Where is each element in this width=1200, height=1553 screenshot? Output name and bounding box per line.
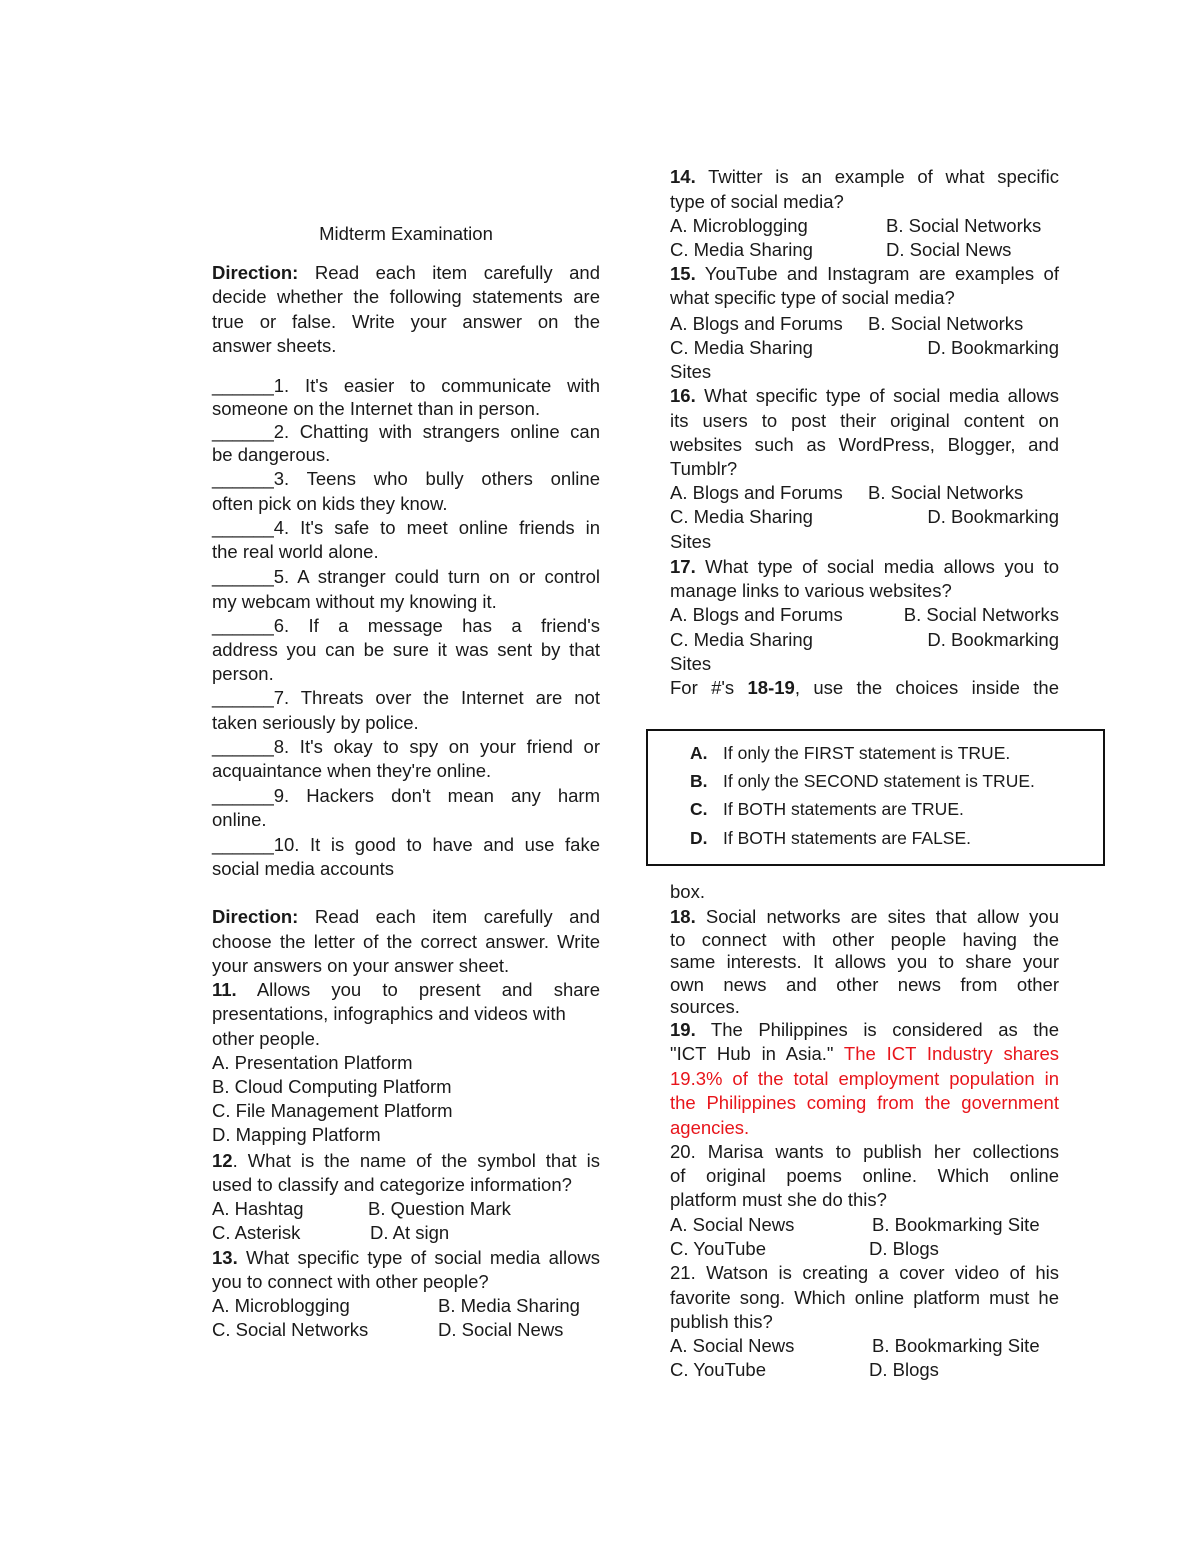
q20-line: 20. Marisa wants to publish her collections [670, 1141, 1059, 1162]
tf-item-3: often pick on kids they know. [212, 493, 448, 514]
q12-options-row: C. Asterisk D. At sign [212, 1222, 450, 1243]
q12-line: 12. What is the name of the symbol that is [212, 1150, 600, 1171]
q13-options-row: C. Social Networks D. Social News [212, 1319, 564, 1340]
q21-line: 21. Watson is creating a cover video of his [670, 1262, 1059, 1283]
q21-line: favorite song. Which online platform must he [670, 1287, 1059, 1308]
page-title: Midterm Examination [319, 223, 493, 244]
q21-options-row: A. Social News B. Bookmarking Site [670, 1335, 1040, 1356]
q19-line: "ICT Hub in Asia." The ICT Industry shares [670, 1043, 1059, 1064]
tf-item-6: ______6. If a message has a friend's [212, 615, 600, 636]
q11-line: 11. Allows you to present and share [212, 979, 600, 1000]
tf-item-10: ______10. It is good to have and use fake [212, 834, 600, 855]
q15-option: Sites [670, 361, 712, 382]
q11-option: C. File Management Platform [212, 1100, 453, 1121]
tf-item-8: ______8. It's okay to spy on your friend or [212, 736, 600, 757]
tf-item-7: ______7. Threats over the Internet are not [212, 687, 600, 708]
q15-options-row: A. Blogs and Forums B. Social Networks [670, 313, 1024, 334]
tf-item-4: the real world alone. [212, 541, 379, 562]
q16-options-row: A. Blogs and Forums B. Social Networks [670, 482, 1024, 503]
tf-item-5: my webcam without my knowing it. [212, 591, 497, 612]
q19-red-line: the Philippines coming from the government [670, 1092, 1059, 1113]
q13-options-row: A. Microblogging B. Media Sharing [212, 1295, 580, 1316]
q18-19-intro-end: box. [670, 881, 705, 902]
q17-line: manage links to various websites? [670, 580, 952, 601]
direction-2-line: Direction: Read each item carefully and [212, 906, 601, 927]
box-choice-d: D. If BOTH statements are FALSE. [690, 828, 972, 848]
tf-item-5: ______5. A stranger could turn on or control [212, 566, 600, 587]
tf-item-2: ______2. Chatting with strangers online can [212, 421, 600, 442]
q14-options-row: C. Media Sharing D. Social News [670, 239, 1012, 260]
q17-line: 17. What type of social media allows you to [670, 556, 1059, 577]
q16-options-row: C. Media Sharing D. Bookmarking [670, 506, 1059, 527]
q16-option: Sites [670, 531, 712, 552]
q20-options-row: A. Social News B. Bookmarking Site [670, 1214, 1040, 1235]
q17-options-row: A. Blogs and Forums B. Social Networks [670, 604, 1059, 625]
q13-line: you to connect with other people? [212, 1271, 489, 1292]
q16-line: 16. What specific type of social media allows [670, 385, 1059, 406]
direction-1-line: decide whether the following statements are [212, 286, 600, 307]
choices-box [646, 729, 1105, 866]
tf-item-1: ______1. It's easier to communicate with [212, 375, 600, 396]
q15-options-row: C. Media Sharing D. Bookmarking [670, 337, 1059, 358]
direction-label: Direction: [212, 906, 299, 927]
direction-2-line: your answers on your answer sheet. [212, 955, 510, 976]
q19-red-line: 19.3% of the total employment population in [670, 1068, 1059, 1089]
tf-item-6: person. [212, 663, 274, 684]
direction-1-line: Direction: Read each item carefully and [212, 262, 601, 283]
q20-options-row: C. YouTube D. Blogs [670, 1238, 939, 1259]
q21-options-row: C. YouTube D. Blogs [670, 1359, 939, 1380]
q20-line: platform must she do this? [670, 1189, 887, 1210]
q19-red-line: agencies. [670, 1117, 750, 1138]
tf-item-2: be dangerous. [212, 444, 331, 465]
q18-line: same interests. It allows you to share your [670, 951, 1059, 972]
q19-line: 19. The Philippines is considered as the [670, 1019, 1060, 1040]
direction-label: Direction: [212, 262, 299, 283]
q20-line: of original poems online. Which online [670, 1165, 1059, 1186]
tf-item-10: social media accounts [212, 858, 395, 879]
q16-line: Tumblr? [670, 458, 738, 479]
box-choice-c: C. If BOTH statements are TRUE. [690, 799, 964, 819]
q12-line: used to classify and categorize information? [212, 1174, 572, 1195]
q11-line: presentations, infographics and videos with [212, 1003, 566, 1024]
q15-line: what specific type of social media? [670, 287, 955, 308]
q16-line: websites such as WordPress, Blogger, and [670, 434, 1059, 455]
q11-option: B. Cloud Computing Platform [212, 1076, 452, 1097]
direction-1-line: true or false. Write your answer on the [212, 311, 600, 332]
direction-1-line: answer sheets. [212, 335, 337, 356]
q11-option: D. Mapping Platform [212, 1124, 381, 1145]
q18-line: 18. Social networks are sites that allow you [670, 906, 1060, 927]
tf-item-4: ______4. It's safe to meet online friends in [212, 517, 600, 538]
tf-item-9: online. [212, 809, 267, 830]
box-choice-a: A. If only the FIRST statement is TRUE. [690, 743, 1011, 763]
q12-options-row: A. Hashtag B. Question Mark [212, 1198, 511, 1219]
q18-line: own news and other news from other [670, 974, 1059, 995]
q14-line: type of social media? [670, 191, 844, 212]
box-choice-b: B. If only the SECOND statement is TRUE. [690, 771, 1035, 791]
tf-item-3: ______3. Teens who bully others online [212, 468, 600, 489]
q18-line: to connect with other people having the [670, 929, 1059, 950]
q17-option: Sites [670, 653, 712, 674]
tf-item-8: acquaintance when they're online. [212, 760, 492, 781]
q16-line: its users to post their original content on [670, 410, 1059, 431]
q17-options-row: C. Media Sharing D. Bookmarking [670, 629, 1059, 650]
q18-19-intro: For #'s 18-19, use the choices inside the [670, 677, 1060, 698]
q15-line: 15. YouTube and Instagram are examples of [670, 263, 1059, 284]
tf-item-1: someone on the Internet than in person. [212, 398, 541, 419]
q11-line: other people. [212, 1028, 321, 1049]
q11-option: A. Presentation Platform [212, 1052, 413, 1073]
tf-item-9: ______9. Hackers don't mean any harm [212, 785, 600, 806]
q14-line: 14. Twitter is an example of what specific [670, 166, 1059, 187]
direction-2-line: choose the letter of the correct answer. Write [212, 931, 600, 952]
tf-item-7: taken seriously by police. [212, 712, 419, 733]
q14-options-row: A. Microblogging B. Social Networks [670, 215, 1042, 236]
q13-line: 13. What specific type of social media allows [212, 1247, 600, 1268]
q21-line: publish this? [670, 1311, 773, 1332]
q18-line: sources. [670, 996, 740, 1017]
tf-item-6: address you can be sure it was sent by that [212, 639, 600, 660]
